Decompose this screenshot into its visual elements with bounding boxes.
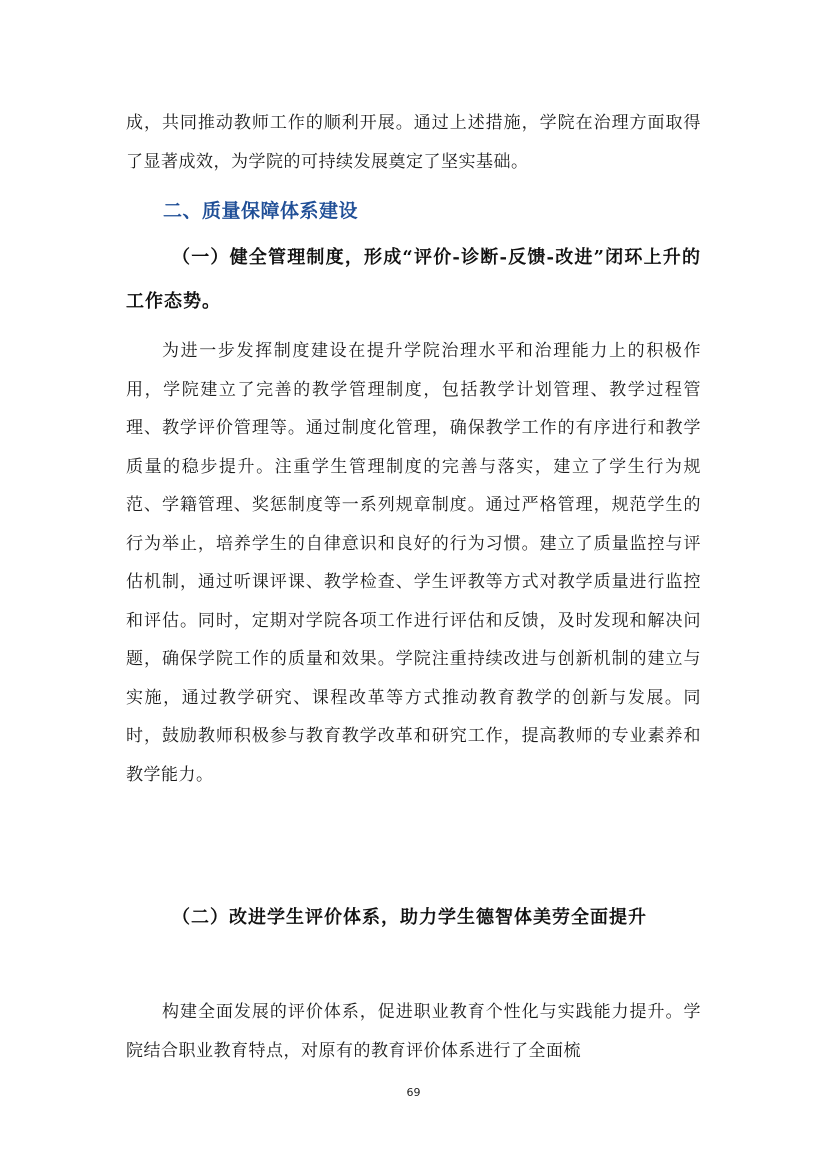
subsection-1-paragraph: 为进一步发挥制度建设在提升学院治理水平和治理能力上的积极作用，学院建立了完善的教学管理制度，包括教学计划管理、教学过程管理、教学评价管理等。通过制度化管理，确保教学工作的有序进行和教学质量的稳步提升。注重学生管理制度的完善与落实，建立了学生行为规范、学籍管理、奖惩制度等一系列规章制度。通过严格管理，规范学生的行为举止，培养学生的自律意识和良好的行为习惯。建立了质量监控与评估机制，通过听课评课、教学检查、学生评教等方式对教学质量进行监控和评估。同时，定期对学院各项工作进行评估和反馈，及时发现和解决问题，确保学院工作的质量和效果。学院注重持续改进与创新机制的建立与实施，通过教学研究、课程改革等方式推动教育教学的创新与发展。同时，鼓励教师积极参与教育教学改革和研究工作，提高教师的专业素养和教学能力。 bbox=[126, 341, 701, 785]
subsection-1-heading: （一）健全管理制度，形成“评价-诊断-反馈-改进”闭环上升的工作态势。 bbox=[126, 247, 701, 312]
subsection-2-heading: （二）改进学生评价体系，助力学生德智体美劳全面提升 bbox=[172, 907, 647, 928]
subsection-2-paragraph: 构建全面发展的评价体系，促进职业教育个性化与实践能力提升。学院结合职业教育特点，对原有的教育评价体系进行了全面梳 bbox=[126, 1002, 701, 1061]
page-number: 69 bbox=[406, 1086, 421, 1099]
section-heading: 二、质量保障体系建设 bbox=[163, 200, 359, 222]
intro-paragraph: 成，共同推动教师工作的顺利开展。通过上述措施，学院在治理方面取得了显著成效，为学院的可持续发展奠定了坚实基础。 bbox=[126, 113, 701, 172]
